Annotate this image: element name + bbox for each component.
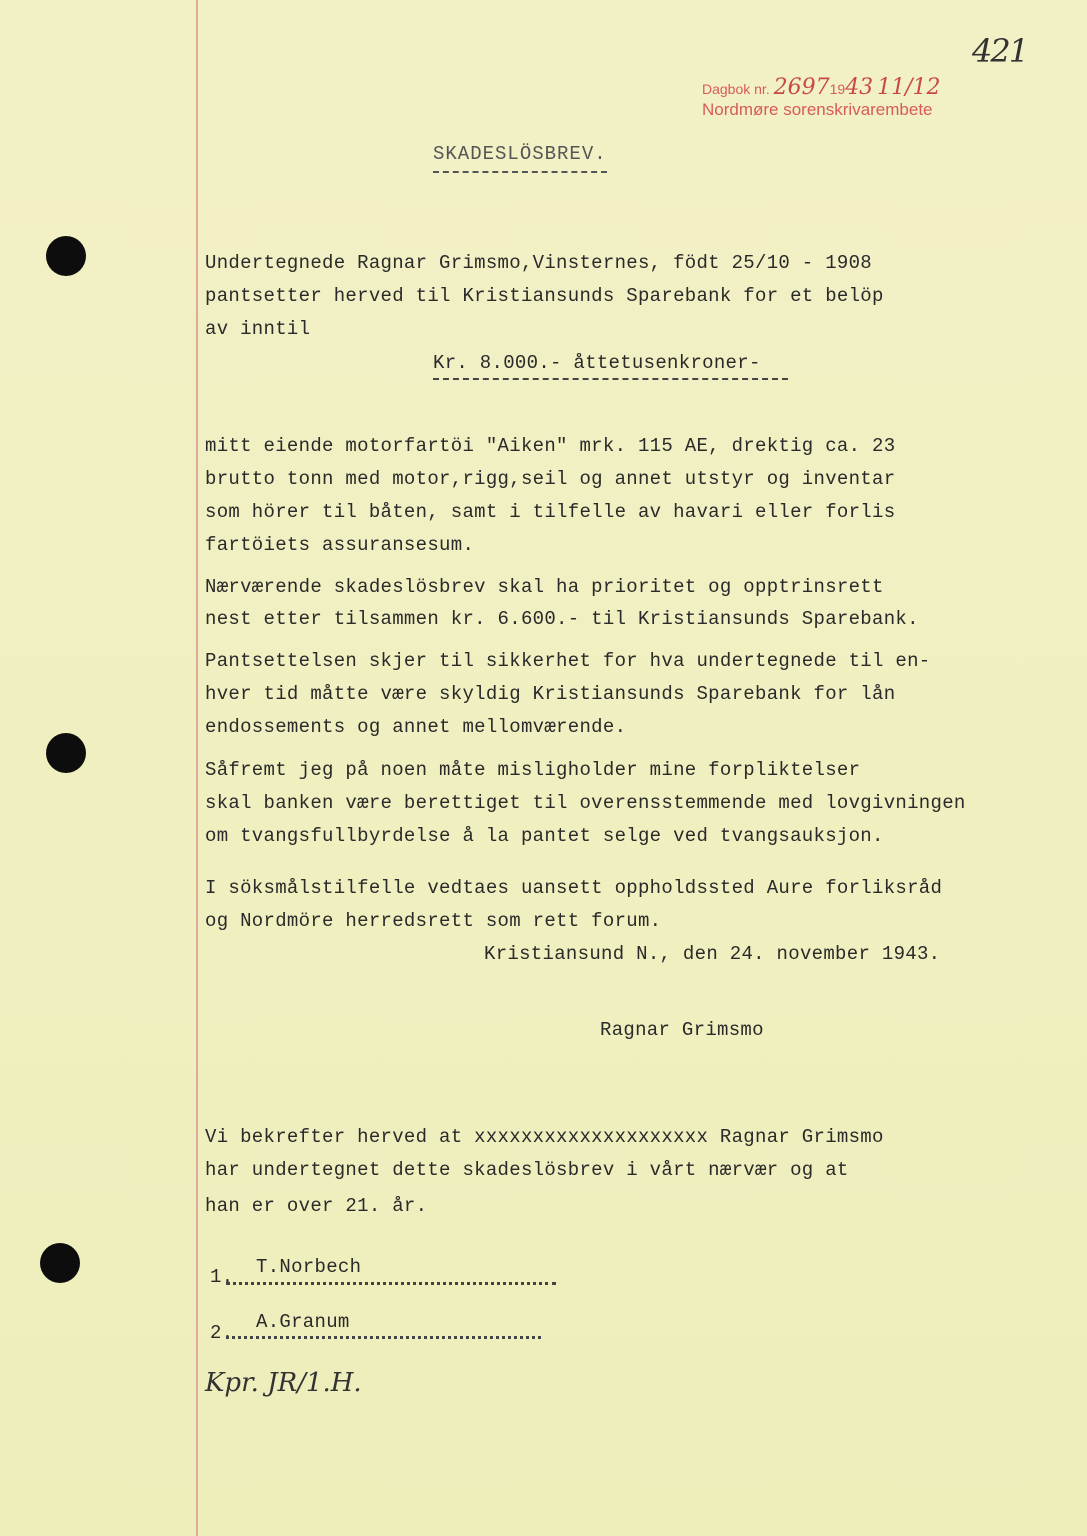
stamp-entry: 2697 [773, 75, 830, 100]
body-line: Pantsettelsen skjer til sikkerhet for hva undertegnede til en- [205, 650, 931, 672]
body-line: Undertegnede Ragnar Grimsmo,Vinsternes, födt 25/10 - 1908 [205, 252, 873, 274]
document-title [433, 143, 607, 165]
witness-number: 2. [210, 1322, 234, 1344]
body-line: fartöiets assuransesum. [205, 534, 475, 556]
body-line: nest etter tilsammen kr. 6.600.- til Kristiansunds Sparebank. [205, 608, 919, 630]
body-line: mitt eiende motorfartöi "Aiken" mrk. 115 AE, drektig ca. 23 [205, 435, 896, 457]
place-date-line: Kristiansund N., den 24. november 1943. [484, 943, 941, 965]
stamp-year: 43 [845, 75, 874, 100]
witness-signature-line [226, 1336, 541, 1339]
stamp-date: 11/12 [877, 75, 941, 100]
stamp-year-prefix: 19 [829, 81, 846, 97]
body-line: pantsetter herved til Kristiansunds Sparebank for et belöp [205, 285, 884, 307]
body-line: har undertegnet dette skadeslösbrev i vårt nærvær og at [205, 1159, 849, 1181]
witness-signature-line [226, 1282, 556, 1285]
body-line: Såfremt jeg på noen måte misligholder mine forpliktelser [205, 759, 861, 781]
amount-underline [433, 378, 788, 380]
body-line: skal banken være berettiget til overensstemmende med lovgivningen [205, 792, 966, 814]
body-line: Nærværende skadeslösbrev skal ha prioritet og opptrinsrett [205, 576, 884, 598]
registration-stamp [702, 75, 941, 121]
witness-name: T.Norbech [256, 1256, 362, 1278]
stamp-office: Nordmøre sorenskrivarembete [702, 100, 933, 119]
body-line: I söksmålstilfelle vedtaes uansett oppholdssted Aure forliksråd [205, 877, 943, 899]
body-line: om tvangsfullbyrdelse å la pantet selge ved tvangsauksjon. [205, 825, 884, 847]
title-underline [433, 171, 607, 173]
body-line: hver tid måtte være skyldig Kristiansunds Sparebank for lån [205, 683, 896, 705]
body-line: brutto tonn med motor,rigg,seil og annet utstyr og inventar [205, 468, 896, 490]
body-line: av inntil [205, 318, 311, 340]
amount-line: Kr. 8.000.- åttetusenkroner- [433, 352, 761, 374]
witness-number: 1. [210, 1266, 234, 1288]
body-line: som hörer til båten, samt i tilfelle av havari eller forlis [205, 501, 896, 523]
punch-hole-bottom [40, 1243, 80, 1283]
body-line: han er over 21. år. [205, 1195, 428, 1217]
stamp-prefix: Dagbok nr. [702, 81, 770, 97]
body-line: endossements og annet mellomværende. [205, 716, 627, 738]
document-title-text: SKADESLÖSBREV. [433, 143, 607, 165]
margin-line [196, 0, 198, 1536]
signature-name: Ragnar Grimsmo [600, 1019, 764, 1041]
punch-hole-middle [46, 733, 86, 773]
punch-hole-top [46, 236, 86, 276]
witness-name: A.Granum [256, 1311, 350, 1333]
body-line: og Nordmöre herredsrett som rett forum. [205, 910, 662, 932]
page-number: 421 [972, 32, 1028, 70]
footer-note: Kpr. JR/1.H. [205, 1368, 362, 1398]
body-line: Vi bekrefter herved at xxxxxxxxxxxxxxxxxxxx Ragnar Grimsmo [205, 1126, 884, 1148]
